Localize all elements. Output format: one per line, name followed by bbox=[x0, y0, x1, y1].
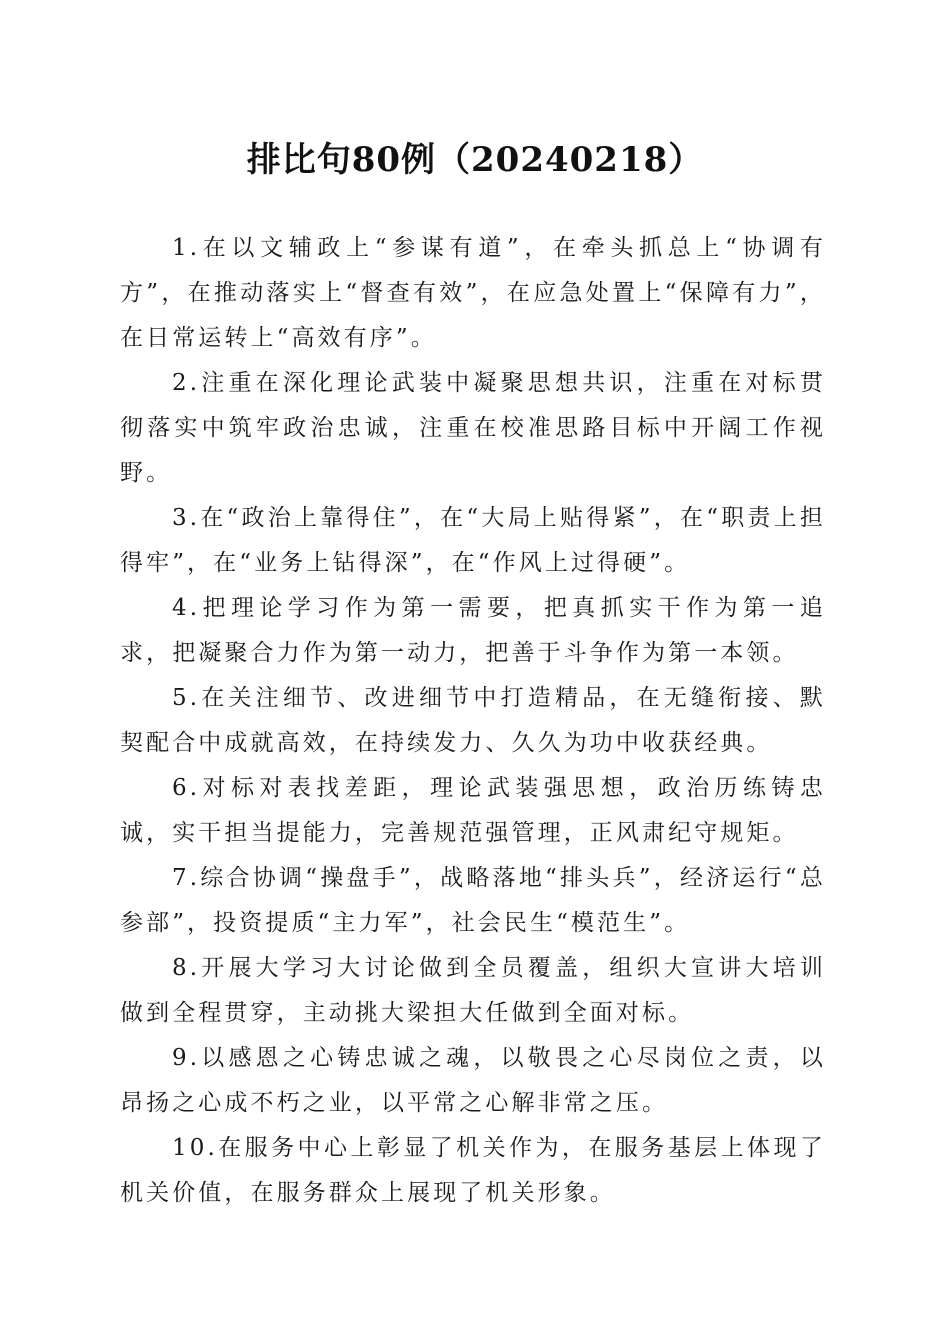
paragraph-1: 1.在以文辅政上“参谋有道”，在牵头抓总上“协调有方”，在推动落实上“督查有效”，在应急处置上“保障有力”，在日常运转上“高效有序”。 bbox=[120, 235, 826, 351]
paragraph-6: 6.对标对表找差距，理论武装强思想，政治历练铸忠诚，实干担当提能力，完善规范强管理，正风肃纪守规矩。 bbox=[120, 775, 826, 846]
paragraph-9: 9.以感恩之心铸忠诚之魂，以敬畏之心尽岗位之责，以昂扬之心成不朽之业，以平常之心解非常之压。 bbox=[120, 1045, 826, 1116]
paragraph-3: 3.在“政治上靠得住”，在“大局上贴得紧”，在“职责上担得牢”，在“业务上钻得深”，在“作风上过得硬”。 bbox=[120, 505, 826, 576]
document-body bbox=[120, 226, 826, 1216]
paragraph-2: 2.注重在深化理论武装中凝聚思想共识，注重在对标贯彻落实中筑牢政治忠诚，注重在校准思路目标中开阔工作视野。 bbox=[120, 370, 826, 486]
paragraph-10: 10.在服务中心上彰显了机关作为，在服务基层上体现了机关价值，在服务群众上展现了机关形象。 bbox=[120, 1135, 826, 1206]
paragraph-5: 5.在关注细节、改进细节中打造精品，在无缝衔接、默契配合中成就高效，在持续发力、久久为功中收获经典。 bbox=[120, 685, 826, 756]
document-title: 排比句80例（20240218） bbox=[246, 140, 704, 180]
paragraph-7: 7.综合协调“操盘手”，战略落地“排头兵”，经济运行“总参部”，投资提质“主力军”，社会民生“模范生”。 bbox=[120, 865, 826, 936]
paragraph-8: 8.开展大学习大讨论做到全员覆盖，组织大宣讲大培训做到全程贯穿，主动挑大梁担大任做到全面对标。 bbox=[120, 955, 826, 1026]
paragraph-4: 4.把理论学习作为第一需要，把真抓实干作为第一追求，把凝聚合力作为第一动力，把善于斗争作为第一本领。 bbox=[120, 595, 826, 666]
